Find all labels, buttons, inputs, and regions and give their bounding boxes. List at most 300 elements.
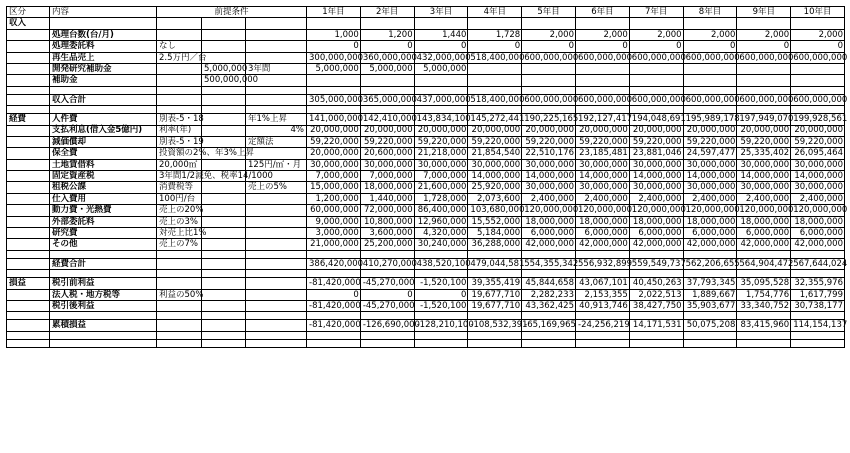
condition-cell: 500,000,000 xyxy=(202,75,246,86)
empty-cell xyxy=(576,18,630,29)
empty-cell xyxy=(7,136,50,147)
value-cell: 38,427,750 xyxy=(629,300,683,311)
value-cell: 1,200 xyxy=(360,29,414,40)
condition-cell xyxy=(246,216,307,227)
value-cell: -81,420,000 xyxy=(307,300,361,311)
condition-cell xyxy=(202,228,246,239)
row-label: 動力費・光熱費 xyxy=(50,205,157,216)
value-cell: 59,220,000 xyxy=(791,136,845,147)
value-cell: 21,854,540 xyxy=(468,148,522,159)
empty-cell xyxy=(360,270,414,278)
empty-cell xyxy=(202,18,246,29)
value-cell xyxy=(522,75,576,86)
value-cell: 14,000,000 xyxy=(791,171,845,182)
value-cell: 0 xyxy=(737,41,791,52)
value-cell: 120,000,000 xyxy=(737,205,791,216)
condition-cell xyxy=(202,300,246,311)
condition-cell xyxy=(202,289,246,300)
value-cell: 83,415,960 xyxy=(737,320,791,331)
empty-cell xyxy=(414,250,468,258)
empty-cell xyxy=(683,270,737,278)
value-cell: 0 xyxy=(576,41,630,52)
empty-cell xyxy=(157,106,202,114)
condition-cell xyxy=(157,75,202,86)
condition-cell xyxy=(202,216,246,227)
value-cell: 600,000,000 xyxy=(791,94,845,105)
blank-row xyxy=(7,250,845,258)
value-cell: 2,073,600 xyxy=(468,193,522,204)
empty-cell xyxy=(737,312,791,320)
row-label: 人件費 xyxy=(50,114,157,125)
table-row xyxy=(7,216,845,227)
empty-cell xyxy=(522,250,576,258)
blank-row xyxy=(7,331,845,339)
value-cell: 20,000,000 xyxy=(522,125,576,136)
condition-cell xyxy=(246,148,307,159)
value-cell: 2,400,000 xyxy=(522,193,576,204)
value-cell: 386,420,000 xyxy=(307,258,361,269)
value-cell: 42,000,000 xyxy=(737,239,791,250)
condition-cell xyxy=(202,159,246,170)
table-row xyxy=(7,29,845,40)
table-row xyxy=(7,193,845,204)
empty-cell xyxy=(737,339,791,347)
value-cell xyxy=(737,63,791,74)
empty-cell xyxy=(737,250,791,258)
value-cell xyxy=(791,63,845,74)
value-cell: 600,000,000 xyxy=(683,94,737,105)
empty-cell xyxy=(7,216,50,227)
empty-cell xyxy=(683,18,737,29)
value-cell: 30,000,000 xyxy=(737,182,791,193)
empty-cell xyxy=(522,106,576,114)
table-row xyxy=(7,94,845,105)
value-cell: 5,184,000 xyxy=(468,228,522,239)
value-cell: 30,000,000 xyxy=(307,159,361,170)
value-cell: 59,220,000 xyxy=(629,136,683,147)
condition-cell: 別表-5・18 xyxy=(157,114,202,125)
value-cell: 0 xyxy=(360,41,414,52)
value-cell: 114,154,137 xyxy=(791,320,845,331)
empty-cell xyxy=(791,331,845,339)
blank-row xyxy=(7,270,845,278)
empty-cell xyxy=(468,106,522,114)
empty-cell xyxy=(468,312,522,320)
value-cell: 18,000,000 xyxy=(576,216,630,227)
value-cell xyxy=(468,75,522,86)
value-cell: 20,000,000 xyxy=(414,125,468,136)
value-cell: 559,549,737 xyxy=(629,258,683,269)
value-cell: 30,000,000 xyxy=(791,159,845,170)
empty-cell xyxy=(683,86,737,94)
value-cell: -81,420,000 xyxy=(307,320,361,331)
empty-cell xyxy=(7,331,50,339)
empty-cell xyxy=(629,339,683,347)
empty-cell xyxy=(522,270,576,278)
condition-cell: 4% xyxy=(246,125,307,136)
empty-cell xyxy=(360,18,414,29)
value-cell: 600,000,000 xyxy=(576,52,630,63)
value-cell: 42,000,000 xyxy=(683,239,737,250)
empty-cell xyxy=(7,258,50,269)
value-cell: 18,000,000 xyxy=(683,216,737,227)
value-cell: 30,000,000 xyxy=(576,182,630,193)
empty-cell xyxy=(7,41,50,52)
value-cell: 600,000,000 xyxy=(522,52,576,63)
value-cell xyxy=(576,63,630,74)
value-cell: 30,738,177 xyxy=(791,300,845,311)
empty-cell xyxy=(683,312,737,320)
value-cell: 0 xyxy=(414,289,468,300)
row-label: 支払利息(借入金5億円) xyxy=(50,125,157,136)
empty-cell xyxy=(50,18,157,29)
table-row xyxy=(7,41,845,52)
empty-cell xyxy=(7,270,50,278)
value-cell: -108,532,391 xyxy=(468,320,522,331)
value-cell: 18,000,000 xyxy=(522,216,576,227)
value-cell: 14,171,531 xyxy=(629,320,683,331)
condition-cell: 5,000,000 xyxy=(202,63,246,74)
value-cell: 42,000,000 xyxy=(791,239,845,250)
value-cell: 2,000 xyxy=(522,29,576,40)
value-cell: 15,000,000 xyxy=(307,182,361,193)
empty-cell xyxy=(414,339,468,347)
value-cell: 2,000 xyxy=(791,29,845,40)
empty-cell xyxy=(576,250,630,258)
blank-row xyxy=(7,312,845,320)
total-row xyxy=(7,320,845,331)
value-cell: 1,728 xyxy=(468,29,522,40)
row-label: 補助金 xyxy=(50,75,157,86)
value-cell: 45,844,658 xyxy=(522,278,576,289)
value-cell: 194,048,691 xyxy=(629,114,683,125)
empty-cell xyxy=(202,320,246,331)
category-label: 収入 xyxy=(7,18,50,29)
value-cell: 2,022,513 xyxy=(629,289,683,300)
value-cell: 30,000,000 xyxy=(683,182,737,193)
empty-cell xyxy=(246,86,307,94)
empty-cell xyxy=(7,250,50,258)
empty-cell xyxy=(7,171,50,182)
empty-cell xyxy=(414,270,468,278)
value-cell: 20,000,000 xyxy=(468,125,522,136)
empty-cell xyxy=(157,270,202,278)
empty-cell xyxy=(522,86,576,94)
condition-cell xyxy=(157,29,202,40)
value-cell: 59,220,000 xyxy=(468,136,522,147)
empty-cell xyxy=(246,258,307,269)
empty-cell xyxy=(737,18,791,29)
value-cell: 14,000,000 xyxy=(683,171,737,182)
value-cell: 72,000,000 xyxy=(360,205,414,216)
condition-cell xyxy=(246,289,307,300)
header-year: 8年目 xyxy=(683,7,737,18)
value-cell: 199,928,561 xyxy=(791,114,845,125)
value-cell: 14,000,000 xyxy=(468,171,522,182)
blank-row xyxy=(7,106,845,114)
value-cell: 20,600,000 xyxy=(360,148,414,159)
value-cell: 30,000,000 xyxy=(360,159,414,170)
condition-cell xyxy=(246,239,307,250)
empty-cell xyxy=(737,106,791,114)
value-cell: 32,355,976 xyxy=(791,278,845,289)
empty-cell xyxy=(791,106,845,114)
header-year: 10年目 xyxy=(791,7,845,18)
empty-cell xyxy=(307,312,361,320)
empty-cell xyxy=(683,250,737,258)
empty-cell xyxy=(307,18,361,29)
condition-cell xyxy=(202,41,246,52)
value-cell: 0 xyxy=(629,41,683,52)
table-row xyxy=(7,148,845,159)
value-cell: -45,270,000 xyxy=(360,278,414,289)
empty-cell xyxy=(157,258,202,269)
empty-cell xyxy=(246,339,307,347)
empty-cell xyxy=(157,18,202,29)
empty-cell xyxy=(246,270,307,278)
empty-cell xyxy=(629,250,683,258)
condition-cell: 定額法 xyxy=(246,136,307,147)
empty-cell xyxy=(7,239,50,250)
value-cell: 25,920,000 xyxy=(468,182,522,193)
value-cell: 18,000,000 xyxy=(629,216,683,227)
empty-cell xyxy=(7,94,50,105)
condition-cell xyxy=(246,52,307,63)
empty-cell xyxy=(629,106,683,114)
condition-cell xyxy=(202,52,246,63)
condition-cell: 売上の3% xyxy=(157,216,202,227)
empty-cell xyxy=(468,331,522,339)
value-cell: 2,153,355 xyxy=(576,289,630,300)
value-cell: 36,288,000 xyxy=(468,239,522,250)
empty-cell xyxy=(7,106,50,114)
table-row xyxy=(7,289,845,300)
value-cell: 30,000,000 xyxy=(737,159,791,170)
condition-cell xyxy=(202,278,246,289)
value-cell: 2,282,233 xyxy=(522,289,576,300)
category-label: 経費 xyxy=(7,114,50,125)
value-cell: 554,355,342 xyxy=(522,258,576,269)
empty-cell xyxy=(468,250,522,258)
value-cell: 14,000,000 xyxy=(737,171,791,182)
value-cell: 518,400,000 xyxy=(468,52,522,63)
empty-cell xyxy=(576,270,630,278)
empty-cell xyxy=(246,331,307,339)
row-label: 収入合計 xyxy=(50,94,157,105)
value-cell: 600,000,000 xyxy=(683,52,737,63)
value-cell: 6,000,000 xyxy=(576,228,630,239)
value-cell: 120,000,000 xyxy=(683,205,737,216)
condition-cell xyxy=(202,205,246,216)
empty-cell xyxy=(683,331,737,339)
empty-cell xyxy=(50,339,157,347)
header-zentei: 前提条件 xyxy=(157,7,307,18)
value-cell: 40,913,746 xyxy=(576,300,630,311)
empty-cell xyxy=(307,250,361,258)
value-cell: 142,410,000 xyxy=(360,114,414,125)
value-cell: 21,600,000 xyxy=(414,182,468,193)
value-cell: 0 xyxy=(683,41,737,52)
row-label: その他 xyxy=(50,239,157,250)
empty-cell xyxy=(157,331,202,339)
value-cell: -45,270,000 xyxy=(360,300,414,311)
value-cell: 360,000,000 xyxy=(360,52,414,63)
value-cell: 20,000,000 xyxy=(307,148,361,159)
value-cell: 10,800,000 xyxy=(360,216,414,227)
value-cell: 24,597,477 xyxy=(683,148,737,159)
value-cell xyxy=(522,63,576,74)
empty-cell xyxy=(629,86,683,94)
empty-cell xyxy=(7,159,50,170)
value-cell: 35,095,528 xyxy=(737,278,791,289)
value-cell: 59,220,000 xyxy=(414,136,468,147)
value-cell: 0 xyxy=(307,289,361,300)
table-row xyxy=(7,228,845,239)
empty-cell xyxy=(7,312,50,320)
value-cell: 0 xyxy=(791,41,845,52)
condition-cell xyxy=(246,278,307,289)
value-cell: 1,200,000 xyxy=(307,193,361,204)
condition-cell xyxy=(157,94,202,105)
value-cell: 42,000,000 xyxy=(576,239,630,250)
empty-cell xyxy=(791,250,845,258)
value-cell: 18,000,000 xyxy=(791,216,845,227)
value-cell: 2,000 xyxy=(576,29,630,40)
value-cell: 30,240,000 xyxy=(414,239,468,250)
value-cell: 2,400,000 xyxy=(629,193,683,204)
empty-cell xyxy=(157,312,202,320)
header-year: 5年目 xyxy=(522,7,576,18)
row-label: 固定資産税 xyxy=(50,171,157,182)
value-cell: 120,000,000 xyxy=(576,205,630,216)
table-row xyxy=(7,114,845,125)
empty-cell xyxy=(522,339,576,347)
row-label: 外部委託料 xyxy=(50,216,157,227)
value-cell: 20,000,000 xyxy=(629,125,683,136)
empty-cell xyxy=(246,320,307,331)
empty-cell xyxy=(246,312,307,320)
condition-cell: 125円/㎡・月 xyxy=(246,159,307,170)
empty-cell xyxy=(414,312,468,320)
value-cell: 3,000,000 xyxy=(307,228,361,239)
condition-cell: 年1%上昇 xyxy=(246,114,307,125)
empty-cell xyxy=(414,331,468,339)
value-cell: 23,881,046 xyxy=(629,148,683,159)
value-cell: 365,000,000 xyxy=(360,94,414,105)
value-cell: 30,000,000 xyxy=(629,182,683,193)
condition-cell: 投資額の2%、年3%上昇 xyxy=(157,148,202,159)
empty-cell xyxy=(360,331,414,339)
empty-cell xyxy=(629,18,683,29)
value-cell: 600,000,000 xyxy=(522,94,576,105)
value-cell: 600,000,000 xyxy=(576,94,630,105)
condition-cell: 売上の7% xyxy=(157,239,202,250)
value-cell: 25,200,000 xyxy=(360,239,414,250)
empty-cell xyxy=(202,339,246,347)
value-cell: 14,000,000 xyxy=(522,171,576,182)
row-label: 租税公課 xyxy=(50,182,157,193)
value-cell: -128,210,100 xyxy=(414,320,468,331)
table-row xyxy=(7,136,845,147)
value-cell: 3,600,000 xyxy=(360,228,414,239)
empty-cell xyxy=(7,228,50,239)
condition-cell: 消費税等 xyxy=(157,182,202,193)
value-cell: 30,000,000 xyxy=(414,159,468,170)
condition-cell xyxy=(202,114,246,125)
table-row xyxy=(7,278,845,289)
value-cell: 556,932,899 xyxy=(576,258,630,269)
row-label: 仕入費用 xyxy=(50,193,157,204)
empty-cell xyxy=(307,339,361,347)
row-label: 開発研究補助金 xyxy=(50,63,157,74)
condition-cell xyxy=(246,94,307,105)
condition-cell xyxy=(202,94,246,105)
value-cell: 7,000,000 xyxy=(307,171,361,182)
value-cell: 197,949,070 xyxy=(737,114,791,125)
header-year: 2年目 xyxy=(360,7,414,18)
value-cell xyxy=(468,63,522,74)
row-label: 再生品売上 xyxy=(50,52,157,63)
value-cell: 1,728,000 xyxy=(414,193,468,204)
empty-cell xyxy=(7,29,50,40)
empty-cell xyxy=(737,86,791,94)
empty-cell xyxy=(360,312,414,320)
empty-cell xyxy=(7,75,50,86)
value-cell: 600,000,000 xyxy=(791,52,845,63)
condition-cell xyxy=(246,41,307,52)
empty-cell xyxy=(7,193,50,204)
value-cell xyxy=(576,75,630,86)
condition-cell xyxy=(202,182,246,193)
value-cell: 33,340,752 xyxy=(737,300,791,311)
value-cell xyxy=(791,75,845,86)
empty-cell xyxy=(7,52,50,63)
value-cell: 410,270,000 xyxy=(360,258,414,269)
condition-cell: 利益の50% xyxy=(157,289,202,300)
row-label: 保全費 xyxy=(50,148,157,159)
header-year: 4年目 xyxy=(468,7,522,18)
value-cell: 35,903,677 xyxy=(683,300,737,311)
table-row xyxy=(7,125,845,136)
value-cell: 6,000,000 xyxy=(737,228,791,239)
table-row xyxy=(7,159,845,170)
value-cell: 562,206,655 xyxy=(683,258,737,269)
empty-cell xyxy=(683,106,737,114)
empty-cell xyxy=(157,320,202,331)
value-cell: 2,400,000 xyxy=(683,193,737,204)
empty-cell xyxy=(791,312,845,320)
value-cell: 7,000,000 xyxy=(360,171,414,182)
empty-cell xyxy=(576,312,630,320)
value-cell: 6,000,000 xyxy=(791,228,845,239)
value-cell: 15,552,000 xyxy=(468,216,522,227)
empty-cell xyxy=(202,250,246,258)
value-cell: 60,000,000 xyxy=(307,205,361,216)
condition-cell xyxy=(157,278,202,289)
condition-cell: 売上の5% xyxy=(246,182,307,193)
value-cell xyxy=(629,75,683,86)
value-cell: 0 xyxy=(522,41,576,52)
empty-cell xyxy=(157,86,202,94)
table-row xyxy=(7,63,845,74)
value-cell: 2,400,000 xyxy=(576,193,630,204)
value-cell: 50,075,208 xyxy=(683,320,737,331)
value-cell: 43,362,425 xyxy=(522,300,576,311)
row-label: 土地賃借料 xyxy=(50,159,157,170)
blank-row xyxy=(7,339,845,347)
condition-cell: 利率(年) xyxy=(157,125,202,136)
empty-cell xyxy=(202,270,246,278)
